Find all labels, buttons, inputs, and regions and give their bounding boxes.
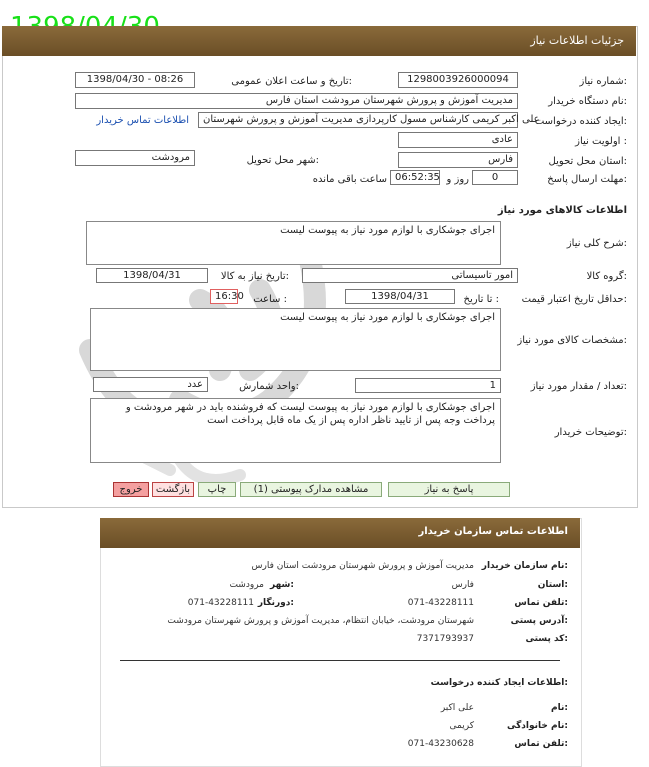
- contact-province-label: استان:: [537, 580, 568, 590]
- contact-card-title: اطلاعات تماس سازمان خریدار: [418, 526, 568, 537]
- deadline-days-field: 0: [472, 170, 518, 185]
- back-button[interactable]: بازگشت: [152, 482, 194, 497]
- min-validity-label: حداقل تاریخ اعتبار قیمت:: [521, 294, 627, 305]
- goods-group-field: امور تاسیساتی: [302, 268, 518, 283]
- need-number-field: 1298003926000094: [398, 72, 518, 88]
- contact-org-value: مدیریت آموزش و پرورش شهرستان مرودشت استان فارس: [251, 561, 474, 571]
- panel-title: جزئیات اطلاعات نیاز: [530, 34, 624, 47]
- attachments-button[interactable]: مشاهده مدارک پیوستی (1): [240, 482, 382, 497]
- creator-family-value: کریمی: [449, 721, 474, 731]
- creator-phone-label: تلفن تماس:: [514, 739, 568, 749]
- contact-province-value: فارس: [451, 580, 474, 590]
- deadline-days-text: روز و: [446, 174, 469, 185]
- contact-phone-value: 071-43228111: [407, 598, 474, 608]
- announce-label: تاریخ و ساعت اعلان عمومی:: [231, 76, 352, 87]
- buyer-org-field: مدیریت آموزش و پرورش شهرستان مرودشت استان فارس: [75, 93, 518, 109]
- buyer-notes-textarea: اجرای جوشکاری با لوازم مورد نیاز به پیوست لیست که فروشنده باید در شهر مرودشت و پرداخت وجه پس از تایید ناظر اداره پس از یک ماه قابل پرداخت است: [90, 398, 501, 463]
- buyer-org-label: نام دستگاه خریدار:: [548, 96, 627, 107]
- description-label: شرح کلی نیاز:: [566, 238, 627, 249]
- creator-section-title: اطلاعات ایجاد کننده درخواست:: [430, 678, 568, 688]
- creator-label: ایجاد کننده درخواست:: [534, 116, 627, 127]
- deadline-time-text: ساعت باقی مانده: [312, 174, 387, 185]
- contact-fax-label: دورنگار:: [257, 598, 294, 608]
- contact-postal-value: 7371793937: [416, 634, 474, 644]
- goods-group-label: گروه کالا:: [586, 271, 627, 282]
- quantity-label: تعداد / مقدار مورد نیاز:: [530, 381, 627, 392]
- to-date-field: 1398/04/31: [345, 289, 455, 304]
- city-field: مرودشت: [75, 150, 195, 166]
- deadline-label: مهلت ارسال پاسخ:: [547, 174, 627, 185]
- contact-city-value: مرودشت: [229, 580, 264, 590]
- priority-field: عادی: [398, 132, 518, 148]
- hour-label: ساعت :: [253, 294, 287, 305]
- spec-label: مشخصات کالای مورد نیاز:: [517, 335, 627, 346]
- need-number-label: شماره نیاز:: [579, 76, 627, 87]
- buyer-notes-label: توضیحات خریدار:: [554, 427, 627, 438]
- creator-name-value: علی اکبر: [440, 703, 474, 713]
- creator-field: علی اکبر کریمی کارشناس مسول کارپردازی مدیریت آموزش و پرورش شهرستان: [198, 112, 518, 128]
- description-textarea: اجرای جوشکاری با لوازم مورد نیاز به پیوست لیست: [86, 221, 501, 265]
- creator-phone-value: 071-43230628: [407, 739, 474, 749]
- panel-header: [2, 26, 636, 56]
- goods-section-title: اطلاعات کالاهای مورد نیاز: [497, 205, 627, 216]
- contact-city-label: شهر:: [270, 580, 294, 590]
- announce-field: 1398/04/30 - 08:26: [75, 72, 195, 88]
- contact-org-label: نام سازمان خریدار:: [481, 561, 568, 571]
- deadline-time-field: 06:52:35: [390, 170, 440, 185]
- contact-address-label: آدرس پستی:: [510, 616, 568, 626]
- unit-field: عدد: [93, 377, 208, 392]
- contact-fax-value: 071-43228111: [187, 598, 254, 608]
- contact-phone-label: تلفن تماس:: [514, 598, 568, 608]
- exit-button[interactable]: خروج: [113, 482, 149, 497]
- hour-field: 16:30: [210, 289, 238, 304]
- need-date-label: تاریخ نیاز به کالا:: [220, 271, 289, 282]
- respond-button[interactable]: پاسخ به نیاز: [388, 482, 510, 497]
- contact-address-value: شهرستان مرودشت، خیابان انتظام، مدیریت آموزش و پرورش شهرستان مرودشت: [167, 616, 474, 626]
- buyer-contact-link[interactable]: اطلاعات تماس خریدار: [96, 115, 189, 126]
- spec-textarea: اجرای جوشکاری با لوازم مورد نیاز به پیوست لیست: [90, 308, 501, 371]
- province-field: فارس: [398, 152, 518, 168]
- contact-card-header: [100, 518, 580, 548]
- unit-label: واحد شمارش:: [239, 381, 299, 392]
- print-button[interactable]: چاپ: [198, 482, 236, 497]
- priority-label: اولویت نیاز :: [575, 136, 627, 147]
- creator-name-label: نام:: [551, 703, 568, 713]
- need-date-field: 1398/04/31: [96, 268, 208, 283]
- creator-family-label: نام خانوادگی:: [506, 721, 568, 731]
- city-label: شهر محل تحویل:: [246, 155, 319, 166]
- quantity-field: 1: [355, 378, 501, 393]
- to-date-label: تا تاریخ :: [463, 294, 499, 305]
- contact-divider: [120, 660, 560, 661]
- province-label: استان محل تحویل:: [548, 156, 627, 167]
- contact-postal-label: کد پستی:: [525, 634, 568, 644]
